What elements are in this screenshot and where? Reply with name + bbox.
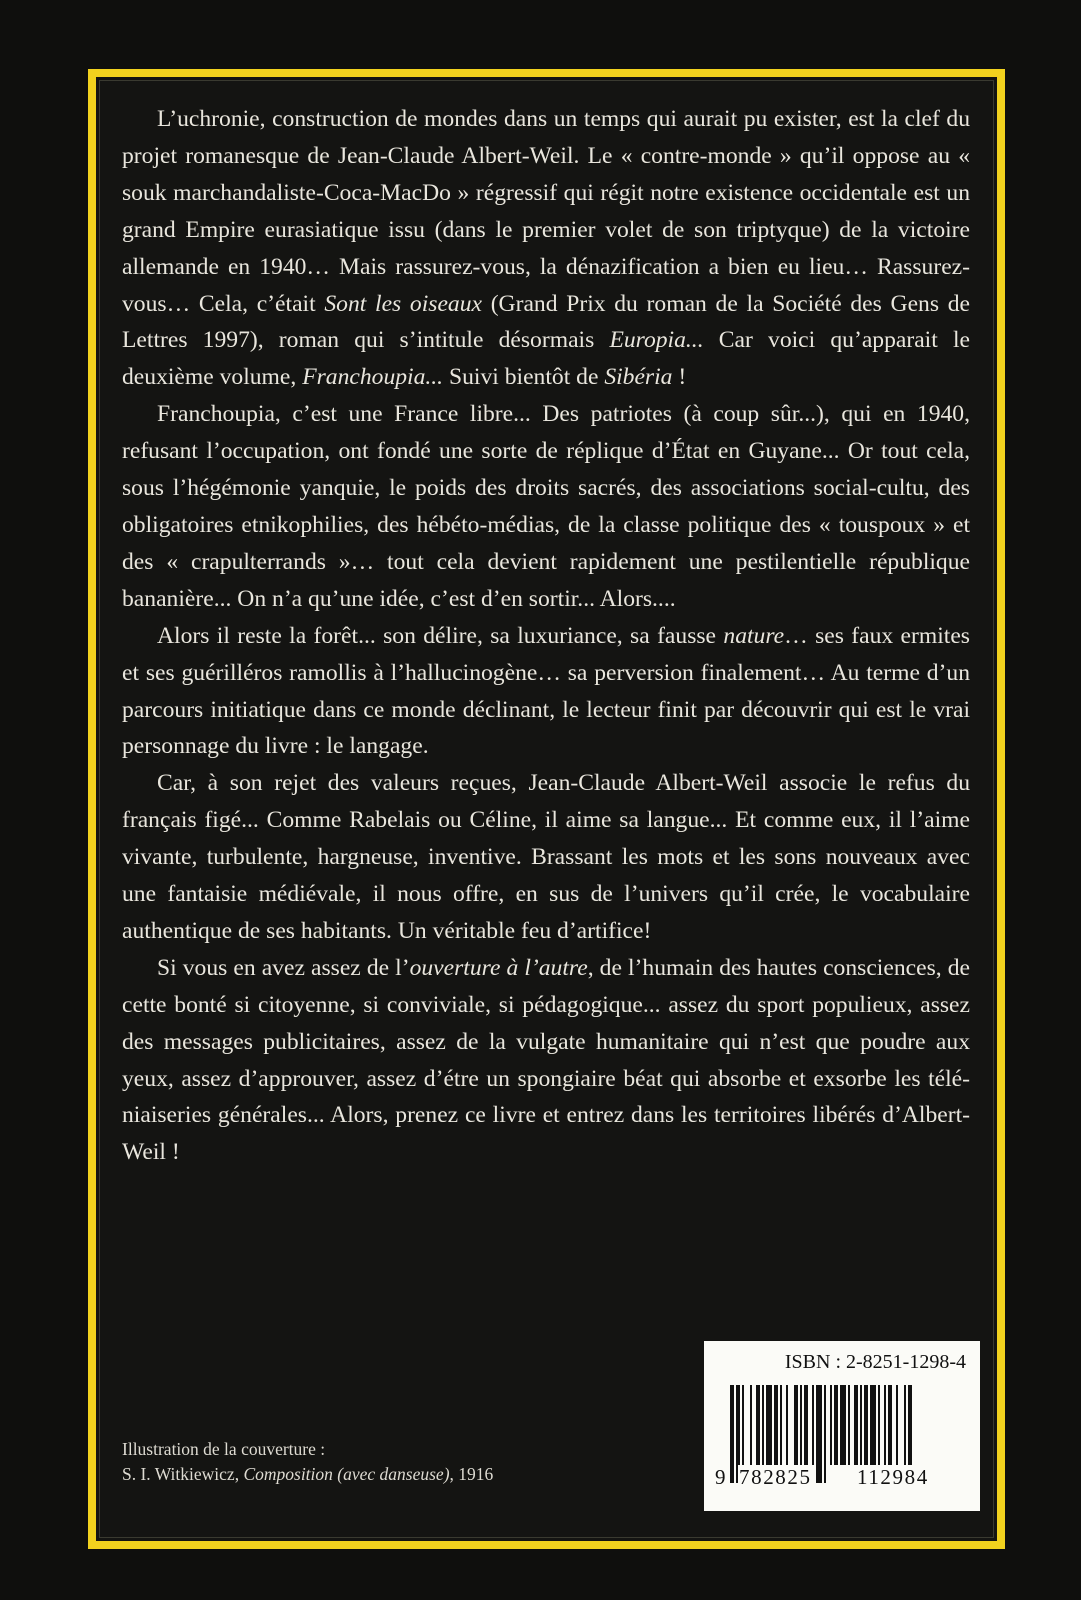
barcode-bar (812, 1385, 814, 1465)
barcode-bar (848, 1385, 850, 1465)
credit-heading: Illustration de la couverture : (122, 1439, 326, 1459)
cover-illustration-credit (122, 1437, 493, 1487)
text-run: L’uchronie, construction de mondes dans un temps qui aurait pu exister, est la clef du projet romanesque de Jean-Claude Albert-Weil. Le « contre-monde » qu’il oppose au « souk marchandaliste-Coca-MacDo » régressif qui régit notre existence occidentale est un grand Empire eurasiatique issu (dans le premier volet de son triptyque) de la victoire allemande en 1940… Mais rassurez-vous, la dénazification a bien eu lieu… Rassurez-vous… Cela, c’était (122, 106, 970, 317)
barcode (714, 1385, 970, 1497)
paragraph (122, 396, 970, 617)
italic-title: Europia... (609, 327, 704, 354)
barcode-bar (904, 1385, 906, 1465)
italic-title: ouverture à l’autre (409, 954, 588, 981)
barcode-bar (824, 1385, 826, 1483)
text-run: Suivi bientôt de (443, 364, 605, 391)
barcode-bar (840, 1385, 846, 1465)
paragraph (122, 618, 970, 766)
credit-artist: S. I. Witkiewicz, (122, 1464, 244, 1484)
barcode-bar (766, 1385, 772, 1465)
isbn-number: ISBN : 2-8251-1298-4 (784, 1351, 966, 1373)
italic-title: Sont les oiseaux (324, 290, 482, 317)
text-run: Car, à son rejet des valeurs reçues, Jean-Claude Albert-Weil associe le refus du français figé... Comme Rabelais ou Céline, il aime sa langue... Et comme eux, il l’aime vivante, turbulente, hargneuse, inventive. Brassant les mots et les sons nouveaux avec une fantaisie médiévale, il nous offre, en sus de l’univers qu’il crée, le vocabulaire authentique de ses habitants. Un véritable feu d’artifice! (122, 770, 970, 944)
barcode-bar (896, 1385, 898, 1465)
text-run: (Grand Prix du roman de la Société des Gens de Lettres 1997), roman qui s’intitule désormais (122, 290, 971, 354)
barcode-bar (730, 1385, 734, 1483)
back-cover-text (122, 101, 970, 1171)
text-run: Si vous en avez assez de l’ (157, 954, 410, 981)
barcode-bar (834, 1385, 838, 1465)
text-run: , de l’humain des hautes consciences, de cette bonté si citoyenne, si conviviale, si pédagogique... assez du sport populieux, assez des messages publicitaires, assez de la vulgate humanitaire qui n’est que poudre aux yeux, assez d’approuver, assez d’étre un spongiaire béat qui absorbe et exsorbe les télé-niaiseries générales... Alors, prenez ce livre et entrez dans les territoires libérés d’Albert-Weil ! (122, 954, 970, 1166)
barcode-bar (742, 1385, 744, 1465)
paragraph (122, 101, 970, 396)
barcode-bar (756, 1385, 760, 1465)
isbn-barcode-label (704, 1341, 980, 1511)
barcode-bar (888, 1385, 892, 1465)
barcode-digits-right: 112984 (857, 1465, 929, 1489)
text-run: Franchoupia, c’est une France libre... Des patriotes (à coup sûr...), qui en 1940, refusant l’occupation, ont fondé une sorte de réplique d’État en Guyane... Or tout cela, sous l’hégémonie yanquie, le poids des droits sacrés, des associations social-cultu, des obligatoires etnikophilies, des hébéto-médias, de la classe politique des « touspoux » et des « crapulterrands »… tout cela devient rapidement une pestilentielle république bananière... On n’a qu’une idée, c’est d’en sortir... Alors.... (122, 401, 970, 612)
text-run: … ses faux ermites et ses guérilléros ramollis à l’hallucinogène… sa perversion finalement… Au terme d’un parcours initiatique dans ce monde déclinant, le lecteur finit par découvrir qui est le vrai personnage du livre : le langage. (122, 622, 970, 760)
barcode-bar (884, 1385, 886, 1465)
barcode-bar (854, 1385, 858, 1465)
barcode-bar (786, 1385, 788, 1465)
barcode-bar (774, 1385, 778, 1465)
text-run: Car voici qu’apparait le deuxième volume, (122, 327, 970, 391)
barcode-bar (870, 1385, 876, 1465)
barcode-bar (864, 1385, 868, 1465)
barcode-digit-first: 9 (715, 1465, 728, 1489)
barcode-bar (860, 1385, 862, 1465)
credit-work-title: Composition (avec danseuse) (243, 1464, 450, 1484)
paragraph (122, 950, 970, 1171)
italic-title: nature (723, 622, 785, 649)
barcode-bar (762, 1385, 764, 1465)
text-run: ! (672, 364, 687, 391)
barcode-bar (830, 1385, 832, 1465)
credit-details (122, 1462, 493, 1487)
barcode-bar (878, 1385, 880, 1465)
italic-title: Sibéria (604, 364, 673, 391)
barcode-digits-left: 782825 (739, 1465, 812, 1489)
barcode-bar (800, 1385, 802, 1465)
italic-title: Franchoupia... (302, 364, 444, 391)
text-run: Alors il reste la forêt... son délire, sa luxuriance, sa fausse (157, 622, 724, 649)
barcode-bar (804, 1385, 808, 1465)
credit-year: , 1916 (449, 1464, 494, 1484)
barcode-bar (780, 1385, 782, 1465)
barcode-bar (816, 1385, 822, 1483)
paragraph (122, 765, 970, 950)
barcode-bar (794, 1385, 798, 1465)
barcode-bar (750, 1385, 752, 1465)
